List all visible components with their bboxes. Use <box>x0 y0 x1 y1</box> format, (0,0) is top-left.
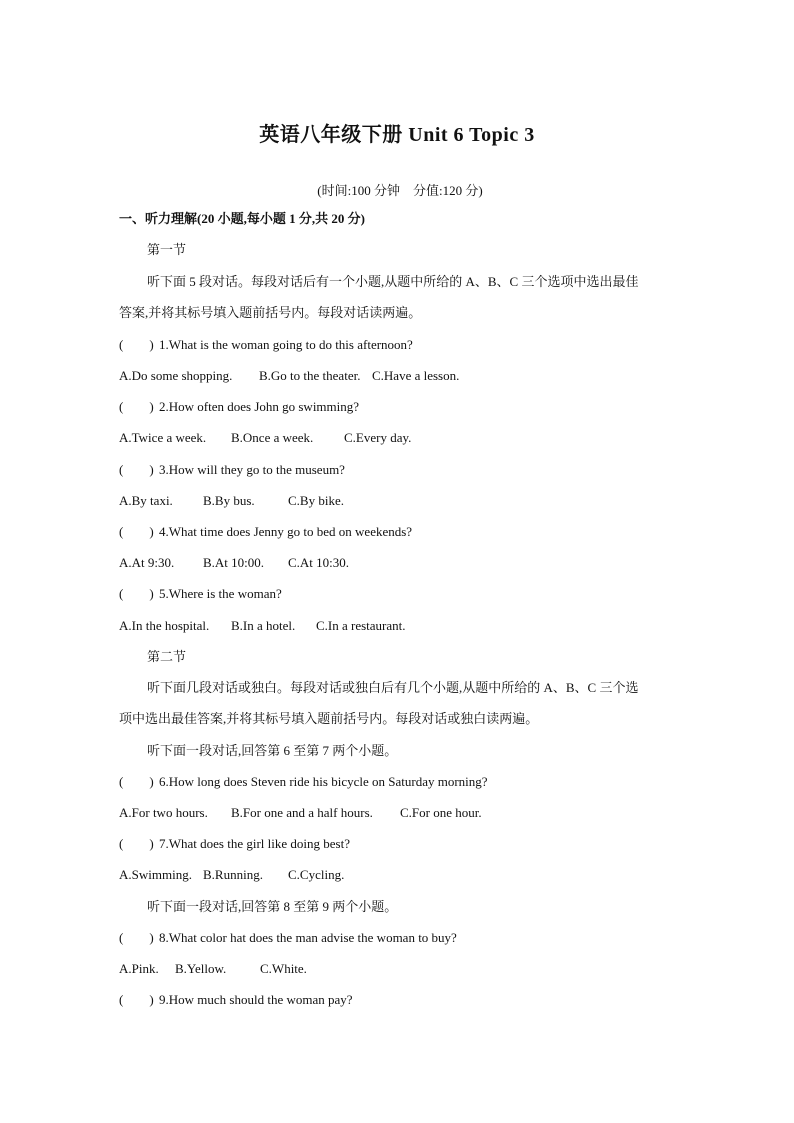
options-row <box>119 960 307 978</box>
options-row <box>119 429 411 447</box>
answer-blank[interactable]: ( ) <box>119 930 154 945</box>
question-text: 9.How much should the woman pay? <box>159 992 353 1007</box>
option-a: A.In the hospital. <box>119 618 210 633</box>
answer-blank[interactable]: ( ) <box>119 774 154 789</box>
question <box>119 929 457 947</box>
option-b: B.At 10:00. <box>203 555 265 570</box>
question-text: 6.How long does Steven ride his bicycle on Saturday morning? <box>159 774 488 789</box>
instruction-line: 听下面 5 段对话。每段对话后有一个小题,从题中所给的 A、B、C 三个选项中选出最佳 <box>147 274 639 289</box>
option-c: C.Every day. <box>344 430 412 445</box>
answer-blank[interactable]: ( ) <box>119 586 154 601</box>
part-label: 第一节 <box>147 242 187 257</box>
instruction-line: 答案,并将其标号填入题前括号内。每段对话读两遍。 <box>119 305 422 320</box>
page-title: 英语八年级下册 Unit 6 Topic 3 <box>259 124 535 146</box>
part-label: 第二节 <box>147 649 187 664</box>
option-b: B.Once a week. <box>231 430 314 445</box>
question <box>119 398 359 416</box>
answer-blank[interactable]: ( ) <box>119 337 154 352</box>
option-a: A.Pink. <box>119 961 159 976</box>
options-row <box>119 866 344 884</box>
question <box>119 835 350 853</box>
answer-blank[interactable]: ( ) <box>119 992 154 1007</box>
dialog-instruction: 听下面一段对话,回答第 6 至第 7 两个小题。 <box>147 743 398 758</box>
options-row <box>119 367 459 385</box>
option-b: B.Yellow. <box>175 961 227 976</box>
options-row <box>119 554 349 572</box>
question-text: 1.What is the woman going to do this afternoon? <box>159 337 413 352</box>
option-c: C.At 10:30. <box>288 555 350 570</box>
option-b: B.For one and a half hours. <box>231 805 373 820</box>
question-text: 4.What time does Jenny go to bed on weekends? <box>159 524 413 539</box>
option-a: A.At 9:30. <box>119 555 175 570</box>
question <box>119 336 413 354</box>
question <box>119 773 488 791</box>
question-text: 8.What color hat does the man advise the woman to buy? <box>159 930 457 945</box>
answer-blank[interactable]: ( ) <box>119 399 154 414</box>
answer-blank[interactable]: ( ) <box>119 524 154 539</box>
answer-blank[interactable]: ( ) <box>119 462 154 477</box>
question-text: 3.How will they go to the museum? <box>159 462 345 477</box>
instruction-line: 听下面几段对话或独白。每段对话或独白后有几个小题,从题中所给的 A、B、C 三个选 <box>147 680 639 695</box>
options-row <box>119 492 344 510</box>
option-b: B.By bus. <box>203 493 255 508</box>
option-c: C.White. <box>260 961 307 976</box>
option-a: A.Twice a week. <box>119 430 207 445</box>
option-c: C.Have a lesson. <box>372 368 460 383</box>
options-row <box>119 804 482 822</box>
option-c: C.In a restaurant. <box>316 618 406 633</box>
option-b: B.In a hotel. <box>231 618 296 633</box>
question <box>119 585 282 603</box>
question <box>119 991 353 1009</box>
exam-meta: (时间:100 分钟 分值:120 分) <box>317 183 483 198</box>
question <box>119 461 345 479</box>
question-text: 2.How often does John go swimming? <box>159 399 360 414</box>
question-text: 5.Where is the woman? <box>159 586 282 601</box>
answer-blank[interactable]: ( ) <box>119 836 154 851</box>
section-heading: 一、听力理解(20 小题,每小题 1 分,共 20 分) <box>119 211 365 226</box>
option-a: A.By taxi. <box>119 493 173 508</box>
option-c: C.For one hour. <box>400 805 482 820</box>
instruction-line: 项中选出最佳答案,并将其标号填入题前括号内。每段对话或独白读两遍。 <box>119 711 539 726</box>
question <box>119 523 412 541</box>
option-a: A.Swimming. <box>119 867 192 882</box>
option-c: C.By bike. <box>288 493 344 508</box>
dialog-instruction: 听下面一段对话,回答第 8 至第 9 两个小题。 <box>147 899 398 914</box>
option-b: B.Running. <box>203 867 263 882</box>
option-a: A.Do some shopping. <box>119 368 233 383</box>
option-b: B.Go to the theater. <box>259 368 361 383</box>
option-a: A.For two hours. <box>119 805 208 820</box>
options-row <box>119 617 406 635</box>
option-c: C.Cycling. <box>288 867 345 882</box>
question-text: 7.What does the girl like doing best? <box>159 836 350 851</box>
